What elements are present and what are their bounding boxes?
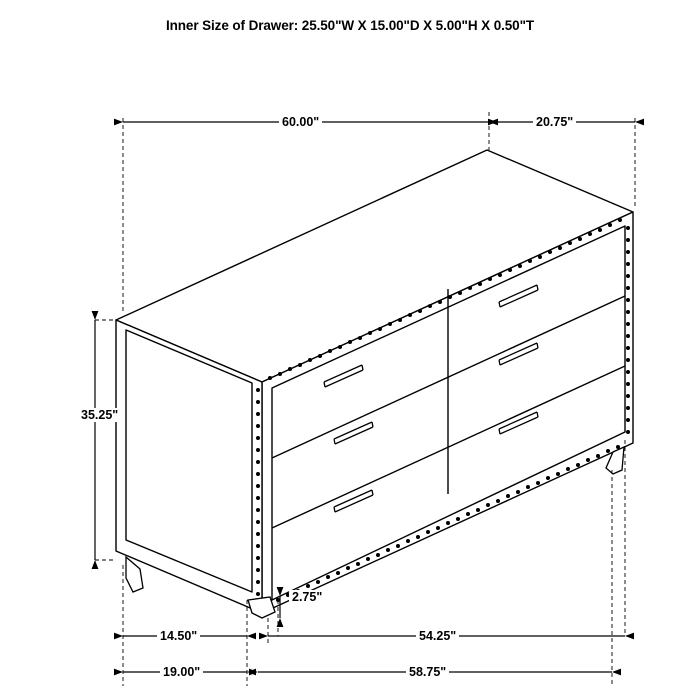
- page-title: Inner Size of Drawer: 25.50"W X 15.00"D X 5.00"H X 0.50"T: [165, 18, 535, 33]
- leg-front-left: [126, 557, 143, 592]
- leg-front-center: [248, 597, 275, 618]
- dim-label-top-depth: 20.75": [533, 115, 576, 129]
- dim-label-base-front: 54.25": [416, 629, 459, 643]
- dim-label-base-left: 14.50": [157, 629, 200, 643]
- dresser-body: [116, 150, 633, 613]
- dim-label-bottom-left: 19.00": [160, 665, 203, 679]
- dim-label-leg-height: 2.75": [289, 590, 325, 604]
- dim-label-bottom-front: 58.75": [406, 665, 449, 679]
- dim-label-height: 35.25": [78, 408, 121, 422]
- dim-label-top-width: 60.00": [279, 115, 322, 129]
